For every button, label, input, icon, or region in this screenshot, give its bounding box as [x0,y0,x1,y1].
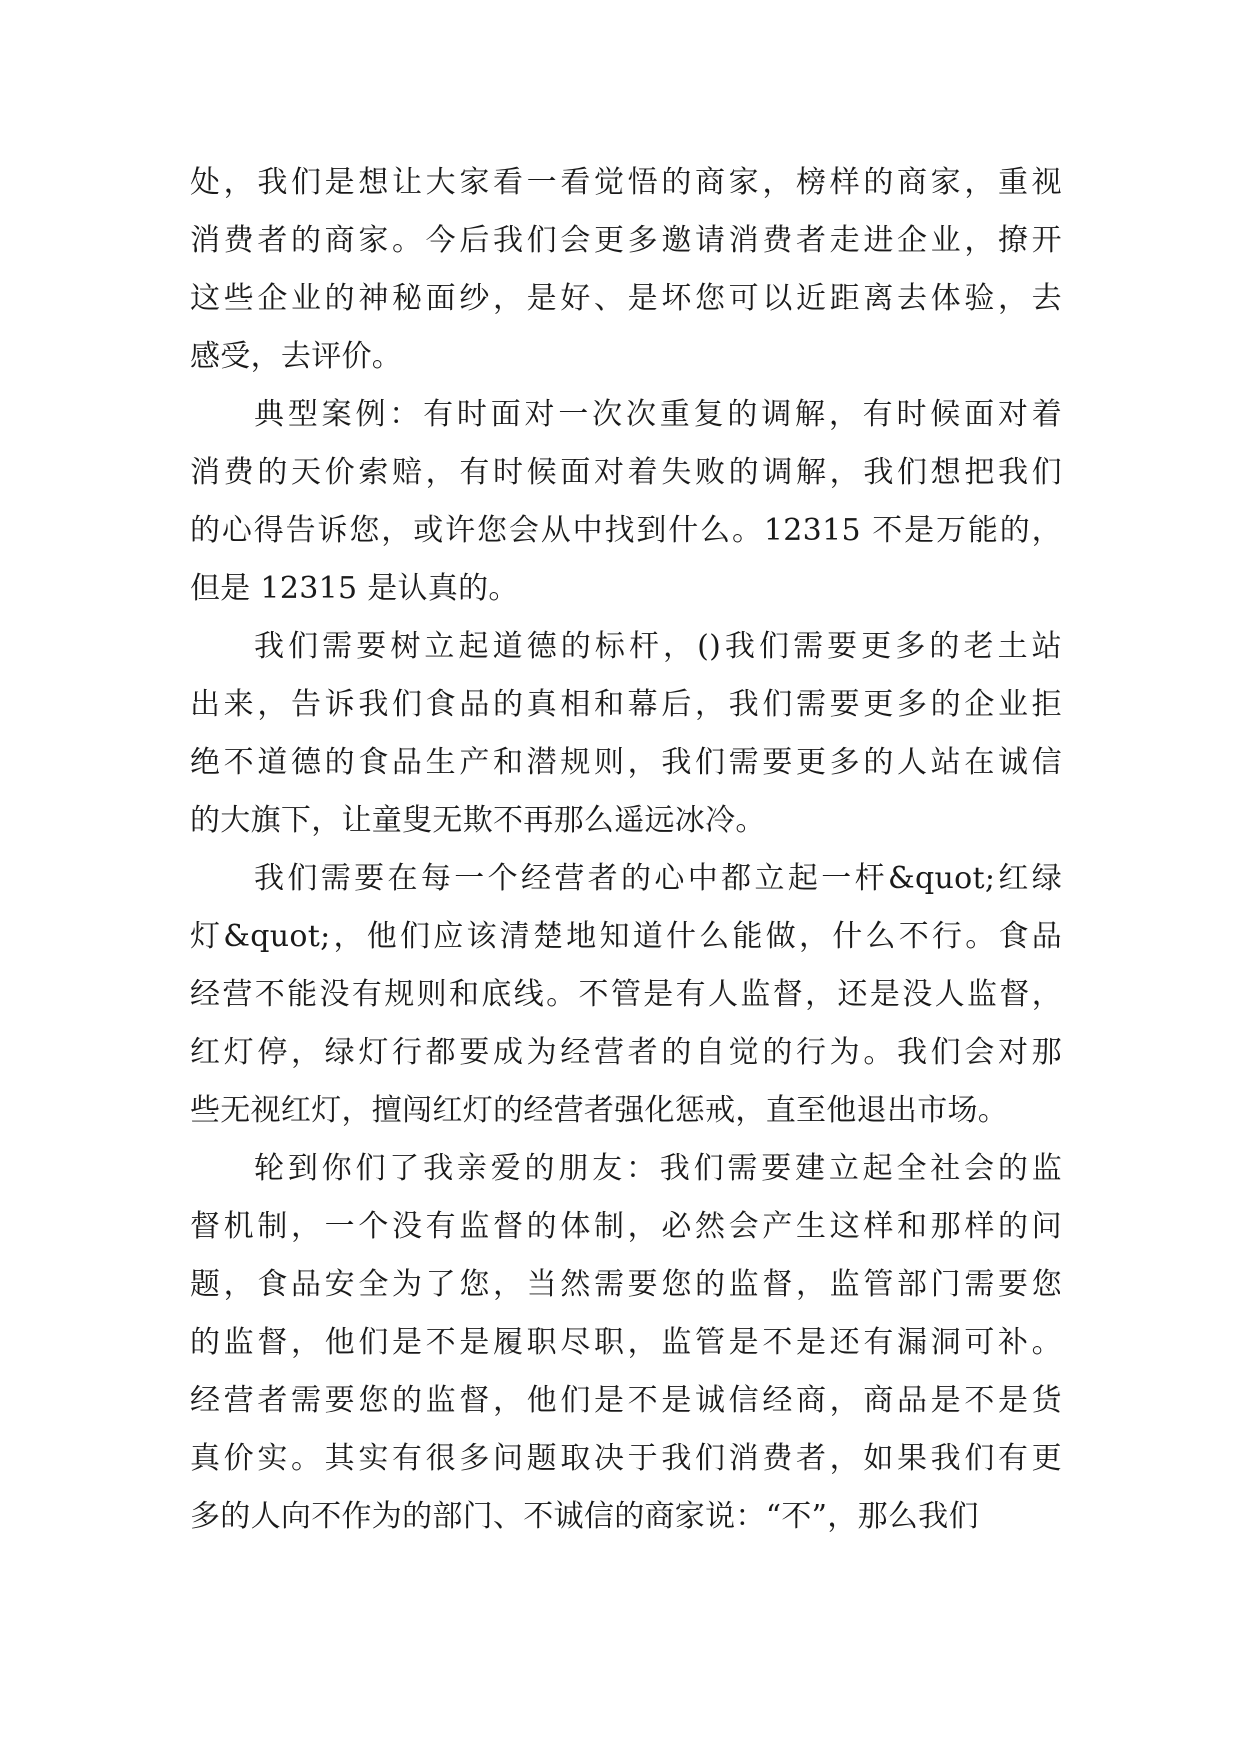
text-line: 处，我们是想让大家看一看觉悟的商家，榜样的商家，重视 [190,165,1062,200]
text-line: 经营者需要您的监督，他们是不是诚信经商，商品是不是货 [190,1383,1062,1418]
text-line: 轮到你们了我亲爱的朋友：我们需要建立起全社会的监 [254,1151,1062,1186]
text-line: 消费者的商家。今后我们会更多邀请消费者走进企业，撩开 [190,223,1062,258]
text-line: 督机制，一个没有监督的体制，必然会产生这样和那样的问 [190,1209,1062,1244]
text-line: 我们需要树立起道德的标杆，()我们需要更多的老土站 [254,629,1062,664]
text-line: 题，食品安全为了您，当然需要您的监督，监管部门需要您 [190,1267,1062,1302]
text-line: 但是 12315 是认真的。 [190,571,519,606]
text-line: 红灯停，绿灯行都要成为经营者的自觉的行为。我们会对那 [190,1035,1062,1070]
text-line: 经营不能没有规则和底线。不管是有人监督，还是没人监督， [190,977,1062,1012]
text-line: 真价实。其实有很多问题取决于我们消费者，如果我们有更 [190,1441,1062,1476]
text-line: 的监督，他们是不是履职尽职，监管是不是还有漏洞可补。 [190,1325,1062,1360]
text-line: 感受，去评价。 [190,339,403,374]
text-line: 些无视红灯，擅闯红灯的经营者强化惩戒，直至他退出市场。 [190,1093,1009,1128]
text-line: 出来，告诉我们食品的真相和幕后，我们需要更多的企业拒 [190,687,1062,722]
text-line: 的大旗下，让童叟无欺不再那么遥远冰冷。 [190,803,766,838]
text-line: 绝不道德的食品生产和潜规则，我们需要更多的人站在诚信 [190,745,1062,780]
text-line: 的心得告诉您，或许您会从中找到什么。12315 不是万能的， [190,513,1062,548]
text-line: 这些企业的神秘面纱，是好、是坏您可以近距离去体验，去 [190,281,1062,316]
text-line: 灯&quot;，他们应该清楚地知道什么能做，什么不行。食品 [190,919,1062,954]
text-line: 多的人向不作为的部门、不诚信的商家说：“不”，那么我们 [190,1499,979,1534]
text-line: 典型案例：有时面对一次次重复的调解，有时候面对着 [254,397,1062,432]
text-line: 消费的天价索赔，有时候面对着失败的调解，我们想把我们 [190,455,1062,490]
text-line: 我们需要在每一个经营者的心中都立起一杆&quot;红绿 [254,861,1062,896]
